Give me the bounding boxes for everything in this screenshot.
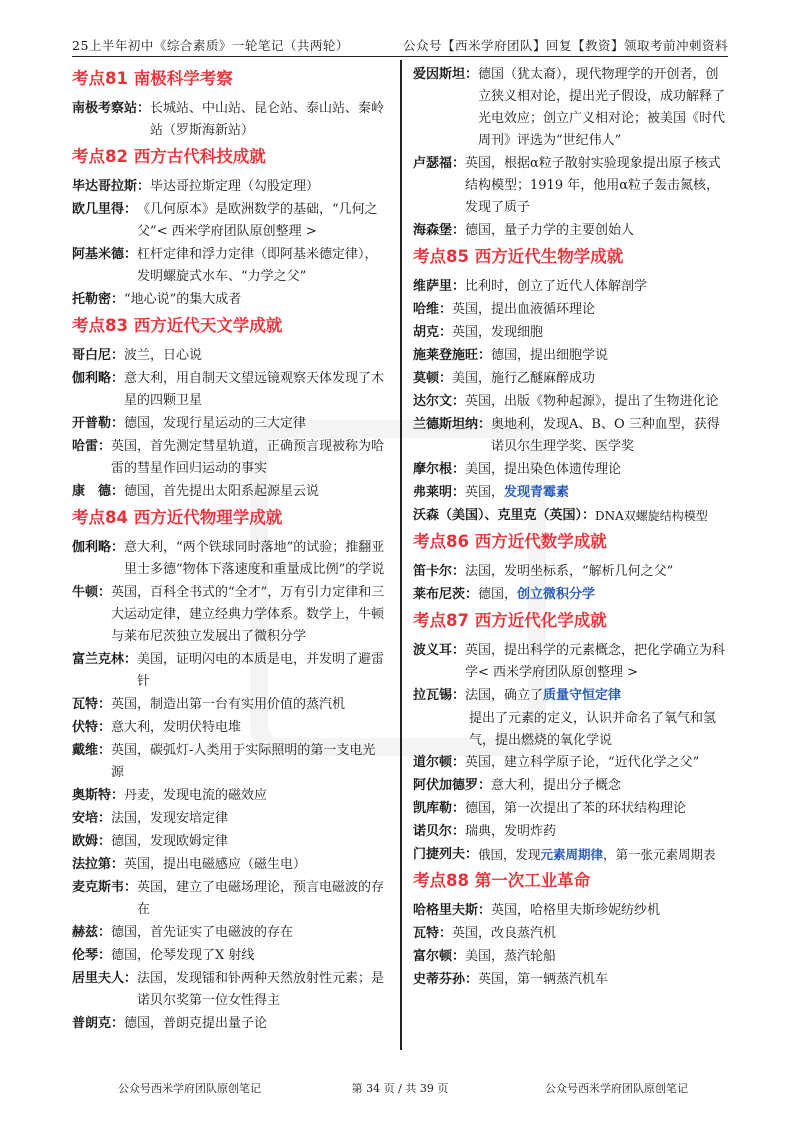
list-item — [413, 414, 729, 458]
item-name: 欧几里得： — [72, 202, 138, 217]
section-title-82: 考点82 西方古代科技成就 — [72, 147, 266, 166]
left-column — [72, 64, 388, 1036]
item-desc: 德国，发现欧姆定律 — [111, 834, 229, 849]
list-item — [413, 844, 729, 866]
item-name: 哈雷： — [72, 439, 112, 454]
list-item — [413, 685, 729, 707]
list-item — [413, 220, 729, 242]
list-item — [72, 968, 388, 1012]
footer-left-text: 公众号西米学府团队原创笔记 — [118, 1082, 261, 1095]
item-name: 康 德： — [72, 484, 125, 499]
item-name: 史蒂芬孙： — [413, 972, 479, 987]
item-desc: 英国，第一辆蒸汽机车 — [478, 972, 609, 987]
item-desc: 英国，根据α粒子散射实验现象提出原子核式结构模型；1919 年，他用α粒子轰击氮核，发现了质子 — [465, 156, 721, 215]
item-desc: 英国，出版《物种起源》，提出了生物进化论 — [465, 394, 719, 409]
list-item — [413, 900, 729, 922]
item-name: 爱因斯坦： — [413, 67, 479, 82]
item-desc: 德国，伦琴发现了X 射线 — [111, 948, 255, 963]
section-title-83: 考点83 西方近代天文学成就 — [72, 316, 283, 335]
item-desc: 法国，发现镭和钋两种天然放射性元素；是诺贝尔奖第一位女性得主 — [137, 971, 385, 1008]
item-name: 哈维： — [413, 302, 453, 317]
item-desc: 德国，提出细胞学说 — [491, 348, 609, 363]
item-desc: 英国，碳弧灯-人类用于实际照明的第一支电光源 — [111, 743, 376, 780]
highlight-text: 发现青霉素 — [504, 485, 570, 500]
item-name: 居里夫人： — [72, 971, 138, 986]
item-name: 伏特： — [72, 720, 112, 735]
list-item — [413, 946, 729, 968]
list-item — [72, 582, 388, 648]
page-number: 第 34 页 / 共 39 页 — [351, 1082, 449, 1095]
item-desc: 《几何原本》是欧洲数学的基础，“几何之父”< 西米学府团队原创整理 > — [137, 202, 378, 239]
list-item — [413, 391, 729, 413]
item-desc: 德国，发现行星运动的三大定律 — [124, 416, 307, 431]
item-desc: 英国，百科全书式的“全才”，万有引力定律和三大运动定律，建立经典力学体系。数学上，牛顿与莱布尼茨独立发展出了微积分学 — [111, 585, 385, 644]
item-name: 欧姆： — [72, 834, 112, 849]
item-desc-prefix: 德国， — [478, 587, 518, 602]
list-item — [413, 276, 729, 298]
item-desc: 意大利，提出分子概念 — [491, 778, 622, 793]
item-name: 门捷列夫： — [413, 847, 479, 862]
section-title-85: 考点85 西方近代生物学成就 — [413, 247, 624, 266]
list-item — [72, 694, 388, 716]
list-item — [72, 199, 388, 243]
item-name: 南极考察站： — [72, 101, 151, 116]
item-name: 托勒密： — [72, 292, 125, 307]
item-name: 伽利略： — [72, 371, 125, 386]
header-right-text: 公众号【西米学府团队】回复【教资】领取考前冲刺资料 — [402, 38, 728, 53]
item-desc — [478, 584, 729, 606]
section-title-87: 考点87 西方近代化学成就 — [413, 611, 607, 630]
list-item — [72, 289, 388, 311]
item-desc: 美国，证明闪电的本质是电，并发明了避雷针 — [137, 652, 385, 689]
list-item — [413, 299, 729, 321]
item-desc-prefix: 俄国，发现 — [478, 847, 541, 862]
item-desc — [465, 685, 729, 707]
item-name: 道尔顿： — [413, 755, 466, 770]
section-title-86: 考点86 西方近代数学成就 — [413, 532, 607, 551]
item-name: 卢瑟福： — [413, 156, 466, 171]
item-desc — [465, 482, 729, 504]
list-item — [413, 153, 729, 219]
item-desc-prefix: 法国，确立了 — [465, 688, 544, 703]
item-name: 伽利略： — [72, 540, 125, 555]
item-desc: 德国，第一次提出了苯的环状结构理论 — [465, 801, 687, 816]
item-desc-continued: 提出了元素的定义，认识并命名了氧气和氢气，提出燃烧的氧化学说 — [469, 711, 717, 748]
list-item — [72, 877, 388, 921]
list-item — [72, 98, 388, 142]
header-left-text: 25上半年初中《综合素质》一轮笔记（共两轮） — [72, 38, 349, 53]
item-desc: 法国，发现安培定律 — [111, 811, 229, 826]
item-name: 兰德斯坦纳： — [413, 417, 492, 432]
item-name: 海森堡： — [413, 223, 466, 238]
list-item — [72, 481, 388, 503]
highlight-text: 质量守恒定律 — [543, 688, 622, 703]
list-item — [413, 505, 729, 527]
list-item — [72, 1013, 388, 1035]
list-item — [72, 922, 388, 944]
item-desc: 英国，制造出第一台有实用价值的蒸汽机 — [111, 697, 346, 712]
item-desc: 德国，普朗克提出量子论 — [124, 1016, 268, 1031]
item-desc: 长城站、中山站、昆仑站、泰山站、秦岭站（罗斯海新站） — [150, 101, 385, 138]
list-item — [413, 752, 729, 774]
item-name: 奥斯特： — [72, 788, 125, 803]
item-name: 安培： — [72, 811, 112, 826]
column-divider — [400, 60, 402, 1050]
item-name: 戴维： — [72, 743, 112, 758]
item-desc: 英国，哈格里夫斯珍妮纺纱机 — [491, 903, 661, 918]
item-desc: 瑞典，发明炸药 — [465, 824, 557, 839]
item-desc: 英国，建立了电磁场理论，预言电磁波的存在 — [137, 880, 385, 917]
list-item — [72, 413, 388, 435]
item-name: 法拉第： — [72, 857, 125, 872]
item-name: 沃森（美国）、克里克（英国）： — [413, 508, 596, 523]
item-name: 哥白尼： — [72, 348, 125, 363]
item-name: 达尔文： — [413, 394, 466, 409]
item-desc: 英国，提出科学的元素概念，把化学确立为科学< 西米学府团队原创整理 > — [465, 643, 726, 680]
item-desc: 波兰，日心说 — [124, 348, 203, 363]
item-desc: 丹麦，发现电流的磁效应 — [124, 788, 268, 803]
item-name: 笛卡尔： — [413, 564, 466, 579]
list-item — [72, 176, 388, 198]
list-item — [72, 785, 388, 807]
item-name: 哈格里夫斯： — [413, 903, 492, 918]
footer-right-text: 公众号西米学府团队原创笔记 — [545, 1082, 688, 1095]
list-item — [413, 482, 729, 504]
item-name: 凯库勒： — [413, 801, 466, 816]
item-desc: “地心说”的集大成者 — [124, 292, 242, 307]
item-name: 伦琴： — [72, 948, 112, 963]
item-desc-prefix: 英国， — [465, 485, 505, 500]
item-desc — [478, 844, 729, 866]
list-item — [413, 368, 729, 390]
item-name: 波义耳： — [413, 643, 466, 658]
item-name: 施莱登施旺： — [413, 348, 492, 363]
item-desc: 美国，提出染色体遗传理论 — [465, 462, 622, 477]
list-item — [413, 459, 729, 481]
item-name: 富兰克林： — [72, 652, 138, 667]
item-name: 毕达哥拉斯： — [72, 179, 151, 194]
item-name: 弗莱明： — [413, 485, 466, 500]
item-desc: 法国，发明坐标系，“解析几何之父” — [465, 564, 674, 579]
item-desc: 德国，首先提出太阳系起源星云说 — [124, 484, 320, 499]
list-item — [72, 345, 388, 367]
list-item — [413, 64, 729, 152]
list-item — [72, 831, 388, 853]
list-item — [72, 854, 388, 876]
item-desc: 英国，首先测定彗星轨道，正确预言现被称为哈雷的彗星作回归运动的事实 — [111, 439, 385, 476]
item-desc: 德国，首先证实了电磁波的存在 — [111, 925, 294, 940]
item-desc: 意大利，发明伏特电堆 — [111, 720, 242, 735]
page-header — [72, 34, 728, 57]
list-item — [413, 775, 729, 797]
item-desc: 比利时，创立了近代人体解剖学 — [465, 279, 648, 294]
list-item — [413, 798, 729, 820]
item-desc: 英国，发现细胞 — [452, 325, 544, 340]
list-item — [72, 537, 388, 581]
item-name: 麦克斯韦： — [72, 880, 138, 895]
item-name: 胡克： — [413, 325, 453, 340]
item-name: 摩尔根： — [413, 462, 466, 477]
item-desc: 奥地利，发现A、B、O 三种血型，获得诺贝尔生理学奖、医学奖 — [491, 417, 720, 454]
item-desc: 意大利，“两个铁球同时落地”的试验；推翻亚里士多德“物体下落速度和重量成比例”的学说 — [124, 540, 385, 577]
item-desc: 美国，施行乙醚麻醉成功 — [452, 371, 596, 386]
item-desc: 德国，量子力学的主要创始人 — [465, 223, 635, 238]
item-name: 拉瓦锡： — [413, 688, 466, 703]
item-desc: DNA双螺旋结构模型 — [595, 509, 708, 523]
item-desc: 英国，改良蒸汽机 — [452, 926, 557, 941]
item-desc: 意大利，用自制天文望远镜观察天体发现了木星的四颗卫星 — [124, 371, 385, 408]
list-item — [413, 640, 729, 684]
list-item — [72, 808, 388, 830]
item-desc: 英国，建立科学原子论，“近代化学之父” — [465, 755, 700, 770]
item-name: 牛顿： — [72, 585, 112, 600]
item-desc: 杠杆定律和浮力定律（即阿基米德定律），发明螺旋式水车、“力学之父” — [137, 247, 378, 284]
item-name: 开普勒： — [72, 416, 125, 431]
item-desc: 德国（犹太裔），现代物理学的开创者，创立狭义相对论，提出光子假设，成功解释了光电效应；创立广义相对论；被美国《时代周刊》评选为“世纪伟人” — [478, 67, 726, 148]
list-item — [413, 561, 729, 583]
item-name: 维萨里： — [413, 279, 466, 294]
item-name: 诺贝尔： — [413, 824, 466, 839]
section-title-88: 考点88 第一次工业革命 — [413, 871, 591, 890]
right-column — [413, 64, 729, 992]
item-name: 瓦特： — [72, 697, 112, 712]
item-desc-suffix: ，第一张元素周期表 — [603, 847, 716, 862]
item-name: 普朗克： — [72, 1016, 125, 1031]
highlight-text: 创立微积分学 — [517, 587, 596, 602]
list-item — [72, 717, 388, 739]
item-name: 莫顿： — [413, 371, 453, 386]
item-desc: 毕达哥拉斯定理（勾股定理） — [150, 179, 320, 194]
list-item — [413, 923, 729, 945]
item-desc: 英国，提出血液循环理论 — [452, 302, 596, 317]
list-item — [72, 649, 388, 693]
list-item — [413, 322, 729, 344]
item-name: 莱布尼茨： — [413, 587, 479, 602]
item-name: 赫兹： — [72, 925, 112, 940]
item-name: 富尔顿： — [413, 949, 466, 964]
list-item — [413, 584, 729, 606]
list-item — [72, 244, 388, 288]
list-item — [72, 740, 388, 784]
highlight-text: 元素周期律 — [540, 847, 604, 862]
item-name: 阿基米德： — [72, 247, 138, 262]
section-title-81: 考点81 南极科学考察 — [72, 69, 233, 88]
item-desc: 英国，提出电磁感应（磁生电） — [124, 857, 307, 872]
list-item — [72, 436, 388, 480]
item-desc: 美国，蒸汽轮船 — [465, 949, 557, 964]
item-name: 瓦特： — [413, 926, 453, 941]
list-item — [72, 368, 388, 412]
item-name: 阿伏加德罗： — [413, 778, 492, 793]
list-item — [72, 945, 388, 967]
list-item — [413, 969, 729, 991]
list-item — [413, 345, 729, 367]
section-title-84: 考点84 西方近代物理学成就 — [72, 508, 283, 527]
list-item — [413, 821, 729, 843]
